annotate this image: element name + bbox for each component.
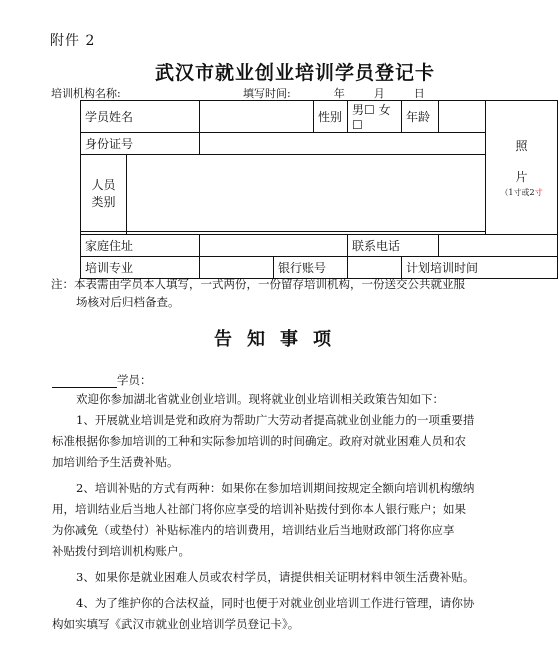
name-field[interactable] (200, 101, 314, 133)
photo-size-note: （1寸或2寸 (500, 188, 543, 197)
form-note-line-2: 场核对后归档备查。 (76, 295, 180, 309)
phone-label: 联系电话 (348, 235, 439, 257)
notice-intro: 欢迎你参加湖北省就业创业培训。现将就业创业培训相关政策告知如下： (76, 392, 444, 406)
major-label: 培训专业 (81, 257, 200, 279)
age-label: 年龄 (402, 101, 439, 133)
notice-title: 告知事项 (214, 329, 346, 350)
gender-options[interactable]: 男☐ 女☐ (348, 101, 402, 133)
year-label: 年 (333, 87, 345, 100)
notice-item-1-line-3: 加培训给予生活费补贴。 (52, 455, 179, 469)
page-title: 武汉市就业创业培训学员登记卡 (155, 62, 436, 84)
notice-body (52, 389, 522, 635)
fill-date-label: 填写时间: (243, 87, 291, 100)
photo-box (486, 101, 558, 235)
notice-item-2-line-1: 2、培训补贴的方式有两种：如果你在参加培训期间按规定全额向培训机构缴纳 (76, 481, 475, 495)
age-field[interactable] (439, 101, 486, 133)
notice-item-3: 3、如果你是就业困难人员或农村学员，请提供相关证明材料申领生活费补贴。 (76, 570, 475, 584)
address-field[interactable] (200, 235, 348, 257)
photo-label-2: 片 (515, 170, 528, 184)
registration-form-table (80, 100, 558, 279)
notice-item-2-line-4: 补贴拨付到培训机构账户。 (52, 544, 190, 558)
id-number-field[interactable] (200, 133, 486, 155)
category-field[interactable] (127, 155, 486, 232)
category-label: 人员 类别 (81, 155, 127, 232)
plan-time-label: 计划培训时间 (402, 257, 558, 279)
notice-item-2-line-3: 为你减免（或垫付）补贴标准内的培训费用，培训结业后当地财政部门将你应享 (52, 523, 455, 537)
id-number-label: 身份证号 (81, 133, 200, 155)
notice-item-2-line-2: 用，培训结业后当地人社部门将你应享受的培训补贴拨付到你本人银行账户；如果 (52, 502, 466, 516)
notice-item-4-line-1: 4、为了维护你的合法权益，同时也便于对就业创业培训工作进行管理，请你协 (76, 596, 475, 610)
address-label: 家庭住址 (81, 235, 200, 257)
training-org-label: 培训机构名称: (51, 87, 121, 100)
day-label: 日 (413, 87, 425, 100)
notice-item-1-line-1: 1、开展就业培训是党和政府为帮助广大劳动者提高就业创业能力的一项重要措 (76, 413, 475, 427)
fill-date (243, 85, 425, 101)
greeting-suffix: 学员： (117, 373, 152, 387)
attachment-label: 附件 2 (50, 33, 96, 49)
student-name-blank[interactable] (52, 375, 117, 388)
form-note-line-1: 注：本表需由学员本人填写，一式两份，一份留存培训机构，一份送交公共就业服 (51, 277, 465, 291)
gender-label: 性别 (314, 101, 348, 133)
photo-label-1: 照 (515, 139, 528, 153)
notice-item-1-line-2: 标准根据你参加培训的工种和实际参加培训的时间确定。政府对就业困难人员和农 (52, 434, 466, 448)
greeting (52, 372, 152, 388)
bank-label: 银行账号 (274, 257, 348, 279)
phone-field[interactable] (439, 235, 558, 257)
form-note (51, 275, 511, 311)
month-label: 月 (373, 87, 385, 100)
notice-item-4-line-2: 构如实填写《武汉市就业创业培训学员登记卡》。 (52, 617, 300, 631)
name-label: 学员姓名 (81, 101, 200, 133)
